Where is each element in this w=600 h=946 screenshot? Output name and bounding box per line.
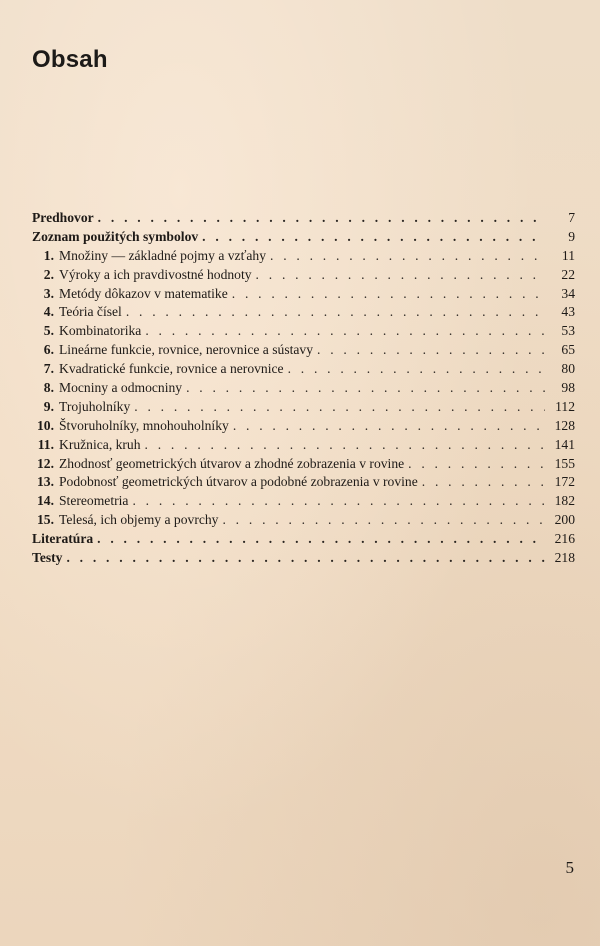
toc-entry-number: 7. — [43, 361, 54, 377]
toc-dot-leader — [97, 531, 545, 547]
toc-dot-leader — [145, 437, 545, 453]
toc-entry-title: Výroky a ich pravdivostné hodnoty — [59, 266, 252, 282]
toc-entry-title: Kvadratické funkcie, rovnice a nerovnice — [59, 361, 284, 377]
toc-entry-page: 218 — [554, 550, 575, 566]
toc-entry-number: 1. — [43, 247, 54, 263]
toc-entry — [32, 550, 575, 569]
toc-entry-page: 112 — [555, 398, 575, 414]
toc-dot-leader — [408, 456, 545, 472]
toc-entry — [32, 399, 575, 418]
toc-entry-page: 65 — [561, 342, 575, 358]
toc-entry-title: Predhovor — [32, 210, 94, 225]
toc-entry-title: Metódy dôkazov v matematike — [59, 285, 228, 301]
toc-entry-page: 80 — [561, 361, 575, 377]
toc-entry-number: 4. — [43, 304, 54, 320]
toc-dot-leader — [145, 323, 545, 339]
toc-entry-title: Kombinatorika — [59, 323, 142, 339]
toc-dot-leader — [222, 512, 545, 528]
toc-entry-page: 128 — [554, 417, 575, 433]
toc-entry-title: Stereometria — [59, 493, 129, 509]
toc-entry-number: 2. — [43, 266, 54, 282]
toc-entry — [32, 342, 575, 361]
toc-entry — [32, 286, 575, 305]
toc-entry-title: Podobnosť geometrických útvarov a podobné zobrazenia v rovine — [59, 474, 418, 490]
toc-entry — [32, 267, 575, 286]
toc-entry-page: 7 — [568, 210, 575, 225]
toc-dot-leader — [202, 229, 545, 245]
toc-entry-number: 15. — [37, 512, 54, 528]
toc-entry-number: 8. — [43, 380, 54, 396]
toc-entry-page: 172 — [554, 474, 575, 490]
toc-entry-page: 22 — [561, 266, 575, 282]
toc-entry-page: 200 — [554, 512, 575, 528]
toc-dot-leader — [66, 550, 545, 566]
toc-entry-number: 10. — [37, 417, 54, 433]
toc-entry-title: Telesá, ich objemy a povrchy — [59, 512, 219, 528]
toc-dot-leader — [288, 361, 545, 377]
toc-entry — [32, 229, 575, 248]
toc-entry — [32, 323, 575, 342]
toc-entry — [32, 456, 575, 475]
toc-dot-leader — [132, 493, 545, 509]
table-of-contents — [32, 210, 575, 569]
page-title: Obsah — [32, 46, 108, 73]
toc-entry — [32, 531, 575, 550]
toc-entry — [32, 474, 575, 493]
toc-entry — [32, 512, 575, 531]
toc-entry — [32, 210, 575, 229]
toc-entry-number: 12. — [37, 455, 54, 471]
toc-entry-page: 53 — [561, 323, 575, 339]
toc-entry-title: Kružnica, kruh — [59, 436, 141, 452]
toc-entry — [32, 361, 575, 380]
toc-entry-number: 14. — [37, 493, 54, 509]
toc-dot-leader — [134, 399, 545, 415]
toc-entry — [32, 418, 575, 437]
toc-entry-page: 216 — [554, 531, 575, 547]
toc-entry — [32, 380, 575, 399]
toc-entry-title: Množiny — základné pojmy a vzťahy — [59, 247, 267, 263]
toc-entry-title: Literatúra — [32, 531, 94, 547]
toc-dot-leader — [317, 342, 545, 358]
toc-dot-leader — [126, 304, 545, 320]
toc-entry-page: 34 — [561, 285, 575, 301]
toc-entry-page: 182 — [554, 493, 575, 509]
toc-entry — [32, 304, 575, 323]
toc-entry-title: Trojuholníky — [59, 398, 131, 414]
toc-dot-leader — [186, 380, 545, 396]
toc-entry-title: Testy — [32, 550, 63, 566]
toc-entry-title: Lineárne funkcie, rovnice, nerovnice a sústavy — [59, 342, 314, 358]
toc-entry-page: 9 — [568, 228, 575, 244]
toc-dot-leader — [256, 267, 545, 283]
toc-dot-leader — [233, 418, 545, 434]
toc-entry-number: 6. — [43, 342, 54, 358]
toc-entry-page: 155 — [554, 455, 575, 471]
toc-entry — [32, 437, 575, 456]
toc-dot-leader — [270, 248, 545, 264]
toc-entry-number: 3. — [43, 285, 54, 301]
toc-entry-title: Štvoruholníky, mnohouholníky — [59, 417, 229, 433]
toc-entry-title: Zhodnosť geometrických útvarov a zhodné zobrazenia v rovine — [59, 455, 405, 471]
toc-dot-leader — [422, 474, 545, 490]
toc-entry-page: 141 — [554, 436, 575, 452]
toc-entry-number: 11. — [37, 436, 54, 452]
page-number: 5 — [565, 858, 574, 877]
toc-entry-page: 98 — [561, 380, 575, 396]
toc-entry — [32, 493, 575, 512]
toc-entry-number: 5. — [43, 323, 54, 339]
toc-entry — [32, 248, 575, 267]
toc-dot-leader — [98, 210, 545, 226]
toc-entry-number: 13. — [37, 474, 54, 490]
toc-entry-number: 9. — [43, 398, 54, 414]
toc-entry-page: 11 — [561, 247, 575, 263]
toc-entry-title: Teória čísel — [59, 304, 122, 320]
toc-entry-page: 43 — [561, 304, 575, 320]
toc-entry-title: Mocniny a odmocniny — [59, 380, 183, 396]
toc-dot-leader — [232, 286, 545, 302]
toc-entry-title: Zoznam použitých symbolov — [32, 228, 199, 244]
